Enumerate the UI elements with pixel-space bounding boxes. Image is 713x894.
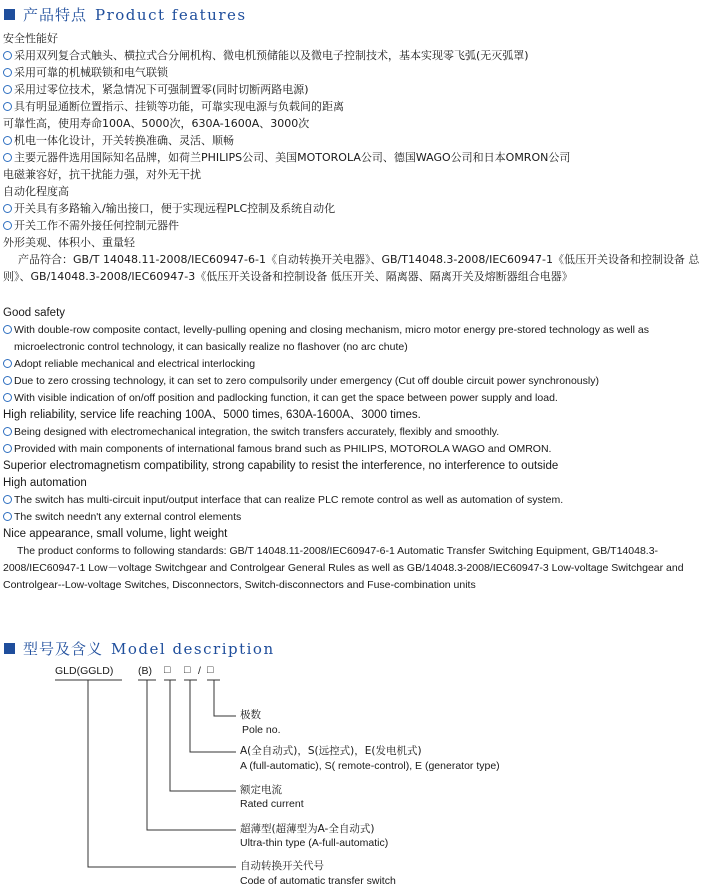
current-label-en: Rated current — [240, 798, 304, 810]
mode-label-en: A (full-automatic), S( remote-control), E (generator type) — [240, 760, 500, 772]
en-bullet-text: Provided with main components of international famous brand such as PHILIPS, MOTOROLA WAGO and OMRON. — [14, 443, 552, 455]
zh-standards: 产品符合：GB/T 14048.11-2008/IEC60947-6-1《自动转换开关电器》、GB/T14048.3-2008/IEC60947-1《低压开关设备和控制设备 总则》、GB/14048.3-2008/IEC60947-3《低压开关设备和控制设备 低压开关、隔离器、隔离开关及熔断器组合电器》 — [3, 253, 700, 283]
zh-bullet-text: 开关工作不需外接任何控制元器件 — [14, 219, 179, 232]
en-heading: High reliability, service life reaching 100A、5000 times, 630A-1600A、3000 times. — [3, 409, 421, 421]
en-bullet-text: The switch has multi-circuit input/output interface that can realize PLC remote control as well as automation of system. — [14, 494, 564, 506]
pole-label-zh: 极数 — [240, 709, 261, 721]
thin-label-zh: 超薄型(超薄型为A-全自动式) — [240, 823, 375, 835]
en-bullet-text: The switch needn't any external control elements — [14, 511, 242, 523]
zh-bullet-text: 具有明显通断位置指示、挂锁等功能，可靠实现电源与负载间的距离 — [14, 100, 344, 113]
code-base-text: GLD(GGLD) — [55, 665, 114, 677]
code-box-current: □ — [164, 664, 171, 676]
thin-label-en: Ultra-thin type (A-full-automatic) — [240, 837, 389, 849]
zh-heading: 可靠性高，使用寿命100A、5000次，630A-1600A、3000次 — [3, 117, 310, 130]
mode-label-zh: A(全自动式)，S(远控式)，E(发电机式) — [240, 745, 422, 757]
zh-bullet-text: 采用过零位技术，紧急情况下可强制置零(同时切断两路电源) — [14, 83, 309, 96]
leader-current — [170, 680, 236, 791]
en-heading: Good safety — [3, 307, 66, 319]
en-bullet-text: With visible indication of on/off position and padlocking function, it can get the space between power supply and load. — [14, 392, 558, 404]
zh-heading: 电磁兼容好，抗干扰能力强，对外无干扰 — [3, 168, 201, 181]
code-b-text: (B) — [138, 665, 152, 677]
pole-label-en: Pole no. — [242, 724, 281, 736]
zh-bullet-text: 机电一体化设计，开关转换准确、灵活、顺畅 — [14, 134, 234, 147]
features-title-en: Product features — [95, 5, 247, 24]
en-bullet-continuation: microelectronic control technology, it can basically realize no flashover (no arc chute) — [14, 341, 408, 353]
code-label-en: Code of automatic transfer switch — [240, 875, 396, 887]
code-box-mode: □ — [184, 664, 191, 676]
en-bullet-text: Being designed with electromechanical integration, the switch transfers accurately, flexibly and smoothly. — [14, 426, 500, 438]
current-label-zh: 额定电流 — [240, 784, 282, 796]
zh-bullet-text: 采用双列复合式触头、横拉式合分闸机构、微电机预储能以及微电子控制技术，基本实现零飞弧(无灭弧罩) — [14, 49, 529, 62]
code-box-pole: □ — [207, 664, 214, 676]
model-title-zh: 型号及含义 — [23, 640, 104, 658]
en-heading: Superior electromagnetism compatibility, strong capability to resist the interference, no interference to outside — [3, 460, 559, 472]
code-slash: / — [198, 665, 201, 677]
zh-bullet-text: 采用可靠的机械联锁和电气联锁 — [14, 66, 168, 79]
zh-bullet-text: 主要元器件选用国际知名品牌，如荷兰PHILIPS公司、美国MOTOROLA公司、德国WAGO公司和日本OMRON公司 — [14, 151, 571, 164]
en-bullet-text: With double-row composite contact, levelly-pulling opening and closing mechanism, micro motor energy pre-stored technology as well as — [14, 324, 649, 336]
en-standards: The product conforms to following standards: GB/T 14048.11-2008/IEC60947-6-1 Automatic Transfer Switching Equipment, GB/T14048.3-2008/IEC60947-1 Low－voltage Switchgear and Controlgear General Rules as well as GB/14048.3-2008/IEC60947-3 Low-voltage Switchgear and Controlgear--Low-voltage Switches, Disconnectors, Switch-disconnectors and Fuse-combination units — [3, 545, 684, 591]
en-heading: Nice appearance, small volume, light weight — [3, 528, 228, 540]
features-title-zh: 产品特点 — [23, 6, 88, 24]
code-label-zh: 自动转换开关代号 — [240, 860, 324, 872]
en-bullet-text: Due to zero crossing technology, it can set to zero compulsorily under emergency (Cut off double circuit power synchronously) — [14, 375, 599, 387]
en-bullet-text: Adopt reliable mechanical and electrical interlocking — [14, 358, 256, 370]
leader-thin — [147, 680, 236, 830]
zh-bullet-text: 开关具有多路输入/输出接口，便于实现远程PLC控制及系统自动化 — [14, 202, 336, 215]
zh-heading: 自动化程度高 — [3, 185, 69, 198]
leader-pole — [214, 680, 236, 716]
zh-heading: 安全性能好 — [3, 32, 58, 45]
model-title-en: Model description — [111, 639, 275, 658]
zh-heading: 外形美观、体积小、重量轻 — [3, 236, 135, 249]
en-heading: High automation — [3, 477, 87, 489]
